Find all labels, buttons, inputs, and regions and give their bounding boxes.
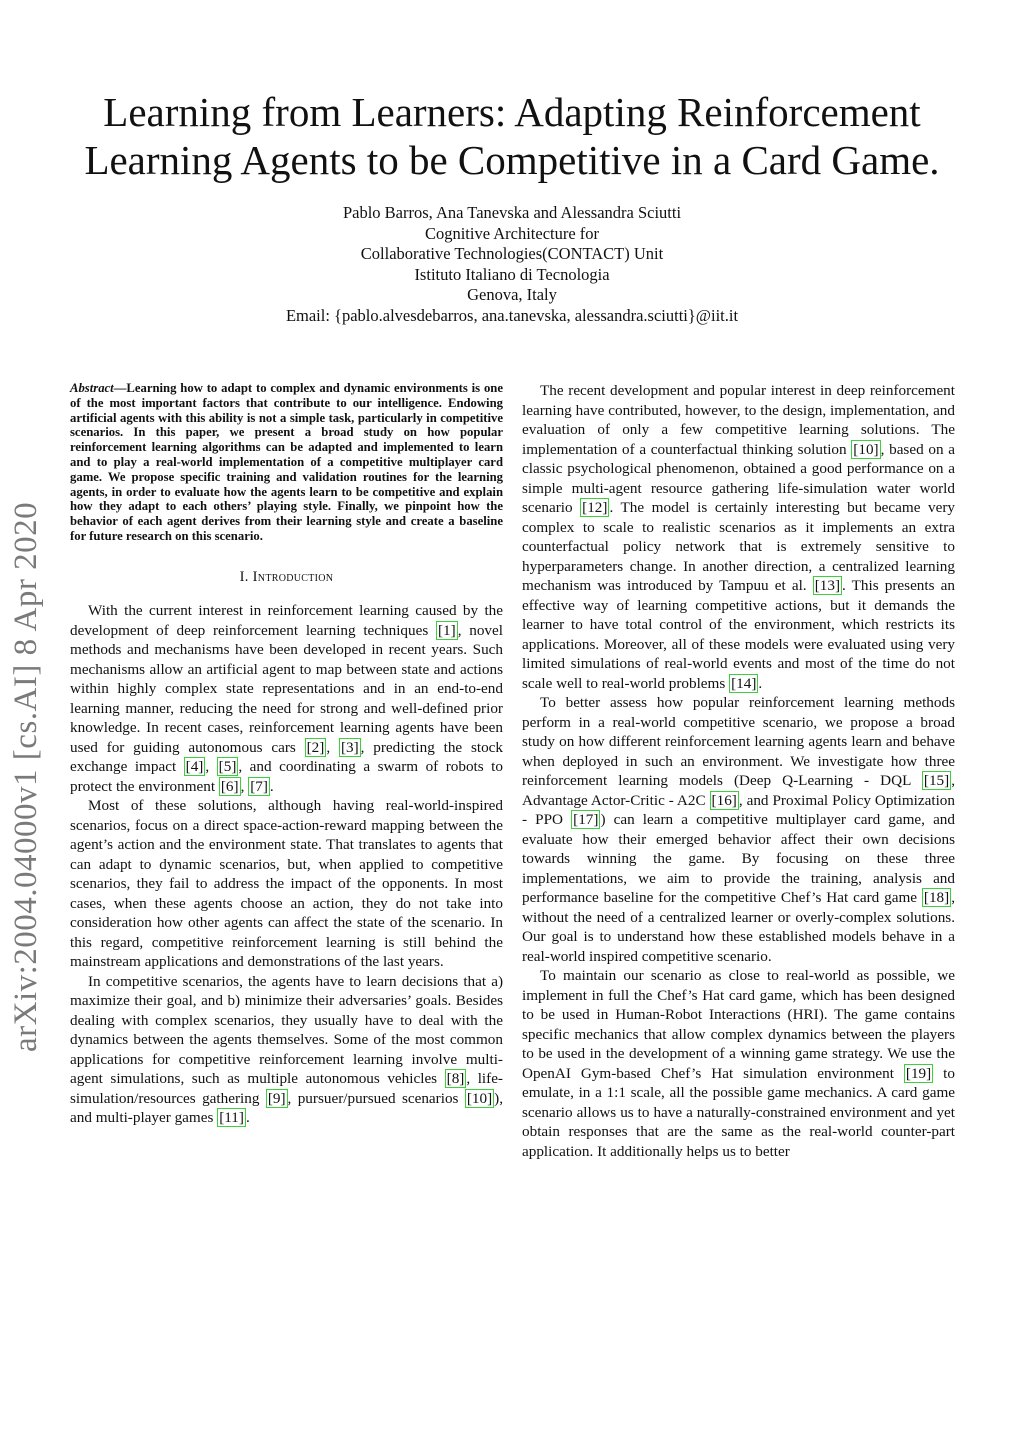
- citation-link[interactable]: [10]: [853, 440, 879, 458]
- paragraph-text: , and coordinating a swarm of robots to protect the environment: [70, 758, 503, 795]
- section-number: I.: [239, 568, 249, 585]
- author-names: Pablo Barros, Ana Tanevska and Alessandra Sciutti: [342, 203, 682, 222]
- citation-link[interactable]: [5]: [218, 758, 237, 776]
- paragraph-text: ), and multi-player games: [70, 1089, 504, 1127]
- citation-link[interactable]: [1]: [438, 621, 456, 639]
- citation-link[interactable]: [8]: [446, 1070, 465, 1088]
- paragraph-text: , predicting the stock exchange impact: [70, 738, 504, 776]
- arxiv-stamp-text: arXiv:2004.04000v1 [cs.AI] 8 Apr 2020: [8, 501, 44, 1052]
- citation-link[interactable]: [4]: [185, 758, 204, 776]
- affiliation-line-1: Cognitive Architecture for: [424, 223, 600, 243]
- paragraph-text: , and Proximal Policy Optimization - PPO: [522, 791, 955, 828]
- abstract-text: —Learning how to adapt to complex and dynamic environments is one of the most important factors that contribute to our intelligence. Endowing artificial agents with this ability is not a simple task, particularly in competitive scenarios. In this paper, we present a broad study on how popular reinforcement learning algorithms can be adapted and implemented to learn and to play a real-world implementation of a competitive multiplayer card game. We propose specific training and validation routines for the learning agents, in order to evaluate how the agents learn to be competitive and explain how they adapt to each others’ playing style. Finally, we pinpoint how the behavior of each agent derives from their learning style and create a baseline for future research on this scenario.: [70, 381, 503, 543]
- title-line-2: Learning Agents to be Competitive in a Card Game.: [84, 137, 940, 183]
- paragraph-text: .: [758, 674, 763, 692]
- citation-link[interactable]: [15]: [923, 772, 950, 789]
- left-column: [70, 381, 503, 1128]
- affiliation-line-3: Istituto Italiano di Tecnologia: [414, 264, 610, 284]
- title-line-1: Learning from Learners: Adapting Reinforcement: [103, 89, 921, 135]
- paragraph-text: ) can learn a competitive multiplayer card game, and evaluate how their emerged behavior affect their own decisions towards winning the game. By focusing on these three implementations, we aim to provide the training, analysis and performance baseline for the competitive Chef’s Hat card game: [522, 811, 955, 906]
- paper-title: [40, 88, 984, 184]
- paragraph-text: To maintain our scenario as close to real-world as possible, we implement in full the Chef’s Hat card game, which has been designed to be used in Human-Robot Interactions (HRI). The game contains specific mechanics that allow complex dynamics between the players to be used in the development of a winning game strategy. We use the OpenAI Gym-based Chef’s Hat simulation environment: [522, 967, 955, 1082]
- citation-link[interactable]: [9]: [267, 1089, 286, 1107]
- paragraph-text: ,: [240, 777, 249, 795]
- paragraph: [70, 972, 503, 1128]
- citation-link[interactable]: [7]: [250, 777, 268, 795]
- paragraph-text: ,: [326, 738, 339, 756]
- affiliation-line-4: Genova, Italy: [467, 285, 557, 304]
- paragraph-text: ,: [205, 758, 217, 776]
- right-body: [522, 381, 955, 1161]
- paragraph-text: The recent development and popular interest in deep reinforcement learning have contributed, however, to the design, implementation, and evaluation of only a few competitive learning solutions. The implementation of a counterfactual thinking solution: [522, 382, 955, 458]
- citation-link[interactable]: [13]: [814, 577, 841, 594]
- abstract-label: Abstract: [70, 381, 114, 395]
- paragraph: [522, 381, 955, 693]
- paragraph-text: .: [245, 1109, 250, 1127]
- paragraph-text: .: [269, 777, 274, 795]
- paragraph-text: , Advantage Actor-Critic - A2C: [522, 772, 955, 809]
- paragraph: [70, 601, 503, 796]
- section-name: Introduction: [252, 568, 334, 585]
- paragraph-text: To better assess how popular reinforcement learning methods perform in a real-world competitive scenario, we propose a broad study on how different reinforcement learning agents learn and behave when deployed in such an environment. We investigate how three reinforcement learning models (Deep Q-Learning - DQL: [522, 694, 955, 789]
- paragraph: [522, 966, 955, 1161]
- citation-link[interactable]: [3]: [340, 738, 359, 756]
- affiliation-line-2: Collaborative Technologies(CONTACT) Unit: [360, 244, 664, 263]
- citation-link[interactable]: [11]: [219, 1109, 244, 1127]
- citation-link[interactable]: [16]: [711, 791, 737, 809]
- paragraph-text: , novel methods and mechanisms have been developed in recent years. Such mechanisms allow an artificial agent to map between state and actions within highly complex state representations and in an end-to-end learning manner, reducing the need for strong and well-defined prior knowledge. In recent cases, reinforcement learning agents have been used for guiding autonomous cars: [70, 621, 503, 756]
- abstract: [70, 381, 503, 544]
- paragraph-text: . The model is certainly interesting but became very complex to scale to realistic scenarios as it implements an extra counterfactual policy network that is extremely sensitive to hyperparameters change. In another direction, a centralized learning mechanism was introduced by Tampuu et al.: [522, 499, 955, 594]
- paragraph-text: , life-simulation/resources gathering: [70, 1070, 503, 1107]
- paragraph-text: With the current interest in reinforcement learning caused by the development of deep reinforcement learning techniques: [70, 602, 503, 639]
- citation-link[interactable]: [10]: [466, 1089, 493, 1107]
- paragraph-text: , based on a classic psychological phenomenon, obtained a good performance on a simple multi-agent resource gathering life-simulation water world scenario: [522, 440, 955, 516]
- citation-link[interactable]: [18]: [923, 889, 950, 906]
- citation-link[interactable]: [19]: [905, 1064, 932, 1082]
- paragraph-text: , without the need of a centralized learner or overly-complex solutions. Our goal is to understand how these established models behave in a real-world inspired competitive scenario.: [522, 889, 955, 965]
- left-body: [70, 601, 503, 1128]
- paragraph-text: , pursuer/pursued scenarios: [287, 1089, 465, 1107]
- paragraph-text: to emulate, in a 1:1 scale, all the possible game mechanics. A card game scenario allows us to have a naturally-constrained environment and yet obtain responses that are the same as the real-world counter-part application. It additionally helps us to better: [522, 1064, 955, 1160]
- author-email: Email: {pablo.alvesdebarros, ana.tanevska, alessandra.sciutti}@iit.it: [285, 305, 739, 325]
- author-block: [112, 203, 912, 326]
- paragraph-text: . This presents an effective way of learning competitive actions, but it demands the learner to have total control of the environment, which restricts its applications. Moreover, all of these models were evaluated using very limited simulations of real-world events and most of the time do not scale well to real-world problems: [522, 577, 955, 692]
- right-column: [522, 381, 955, 1161]
- citation-link[interactable]: [6]: [220, 777, 239, 795]
- paragraph: [70, 796, 503, 972]
- paragraph-text: Most of these solutions, although having real-world-inspired scenarios, focus on a direct space-action-reward mapping between the agent’s action and the environment state. That translates to agents that can adapt to dynamic scenarios, but, when applied to competitive scenarios, they fail to address the impact of the opponents. In most cases, when these agents choose an action, they do not take into consideration how other agents can affect the state of the scenario. In this regard, competitive reinforcement learning is still behind the mainstream applications and demonstrations of the last years.: [70, 797, 503, 971]
- citation-link[interactable]: [2]: [306, 738, 325, 756]
- citation-link[interactable]: [17]: [573, 811, 599, 828]
- citation-link[interactable]: [12]: [582, 499, 608, 516]
- paragraph-text: In competitive scenarios, the agents have to learn decisions that a) maximize their goal, and b) minimize their adversaries’ goals. Besides dealing with complex scenarios, they usually have to deal with the dynamics between the agents themselves. Some of the most common applications for competitive reinforcement learning involve multi-agent simulations, such as multiple autonomous vehicles: [70, 972, 503, 1088]
- section-heading-introduction: [70, 568, 503, 588]
- citation-link[interactable]: [14]: [731, 674, 757, 692]
- paragraph: [522, 693, 955, 966]
